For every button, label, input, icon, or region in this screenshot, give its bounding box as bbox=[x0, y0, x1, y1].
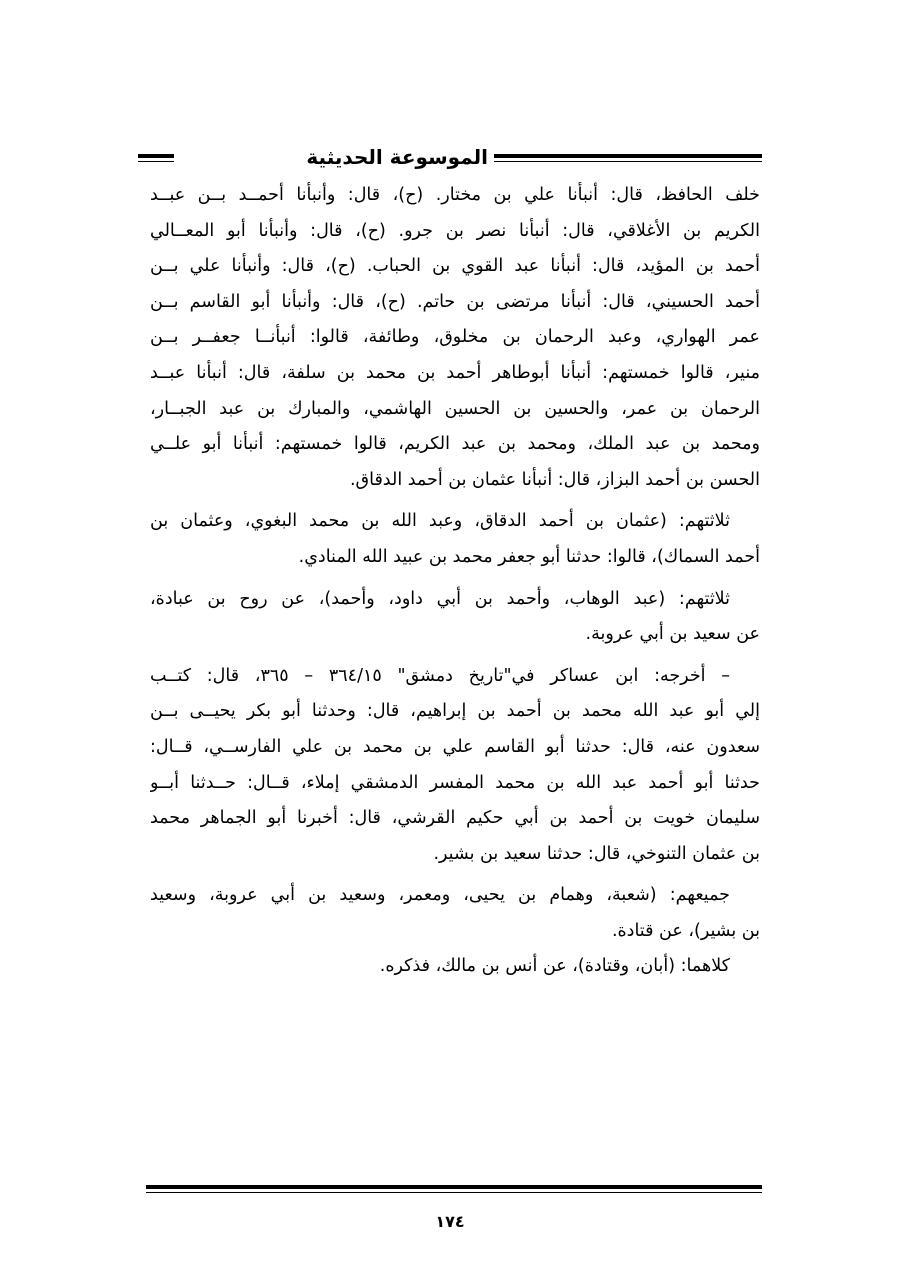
header-rule-left bbox=[138, 154, 174, 162]
body-text bbox=[150, 178, 760, 985]
page-number: ١٧٤ bbox=[435, 1212, 465, 1231]
text-line: بن عثمان التنوخي، قال: حدثنا سعيد بن بشير. bbox=[433, 843, 760, 864]
text-line: حدثنا أبو أحمد عبد الله بن محمد المفسر الدمشقي إملاء، قــال: حــدثنا أبــو bbox=[150, 772, 760, 793]
text-line: الرحمان بن عمر، والحسين بن الحسين الهاشمي، والمبارك بن عبد الجبــار، bbox=[150, 398, 760, 419]
text-line: الكريم بن الأغلاقي، قال: أنبأنا نصر بن جرو. (ح)، قال: وأنبأنا أبو المعــالي bbox=[150, 220, 760, 241]
text-line: ثلاثتهم: (عبد الوهاب، وأحمد بن أبي داود، وأحمد)، عن روح بن عبادة، bbox=[150, 588, 730, 609]
paragraph-6 bbox=[150, 949, 760, 985]
text-line: ثلاثتهم: (عثمان بن أحمد الدقاق، وعبد الله بن محمد البغوي، وعثمان بن bbox=[150, 511, 730, 532]
text-line: سليمان خويت بن أحمد بن أبي حكيم القرشي، قال: أخبرنا أبو الجماهر محمد bbox=[150, 808, 760, 829]
text-line: أحمد السماك)، قالوا: حدثنا أبو جعفر محمد بن عبيد الله المنادي. bbox=[298, 546, 760, 567]
text-line: منير، قالوا خمستهم: أنبأنا أبوطاهر أحمد بن محمد بن سلفة، قال: أنبأنا عبــد bbox=[150, 362, 760, 383]
text-line: عمر الهواري، وعبد الرحمان بن مخلوق، وطائفة، قالوا: أنبأنــا جعفــر بــن bbox=[150, 327, 760, 348]
paragraph-4 bbox=[150, 659, 760, 873]
paragraph-3 bbox=[150, 582, 760, 653]
text-line: الحسن بن أحمد البزاز، قال: أنبأنا عثمان بن أحمد الدقاق. bbox=[349, 469, 760, 490]
text-line: ومحمد بن عبد الملك، ومحمد بن عبد الكريم، قالوا خمستهم: أنبأنا أبو علــي bbox=[150, 434, 760, 455]
paragraph-2 bbox=[150, 504, 760, 575]
text-line: أحمد الحسيني، قال: أنبأنا مرتضى بن حاتم. (ح)، قال: وأنبأنا أبو القاسم بــن bbox=[150, 291, 760, 312]
text-line: سعدون عنه، قال: حدثنا أبو القاسم علي بن محمد بن علي الفارســي، قــال: bbox=[150, 736, 760, 757]
header-title: الموسوعة الحديثية bbox=[306, 145, 488, 169]
footer-rule bbox=[146, 1185, 762, 1193]
text-line: كلاهما: (أبان، وقتادة)، عن أنس بن مالك، فذكره. bbox=[379, 956, 730, 977]
text-line: بن بشير)، عن قتادة. bbox=[611, 920, 760, 941]
text-line: إلي أبو عبد الله محمد بن أحمد بن إبراهيم، قال: وحدثنا أبو بكر يحيــى بــن bbox=[150, 701, 760, 722]
text-line: – أخرجه: ابن عساكر في"تاريخ دمشق" ٣٦٤/١٥ – ٣٦٥، قال: كتــب bbox=[150, 665, 730, 686]
header-rule-right bbox=[494, 154, 762, 162]
text-line: جميعهم: (شعبة، وهمام بن يحيى، ومعمر، وسعيد بن أبي عروبة، وسعيد bbox=[150, 885, 730, 906]
page-header bbox=[138, 140, 762, 174]
paragraph-1 bbox=[150, 178, 760, 498]
text-line: خلف الحافظ، قال: أنبأنا علي بن مختار. (ح)، قال: وأنبأنا أحمــد بــن عبــد bbox=[150, 185, 760, 205]
text-line: عن سعيد بن أبي عروبة. bbox=[585, 624, 760, 645]
paragraph-5 bbox=[150, 878, 760, 949]
text-line: أحمد بن المؤيد، قال: أنبأنا عبد القوي بن الحباب. (ح)، قال: وأنبأنا علي بــن bbox=[150, 256, 760, 277]
